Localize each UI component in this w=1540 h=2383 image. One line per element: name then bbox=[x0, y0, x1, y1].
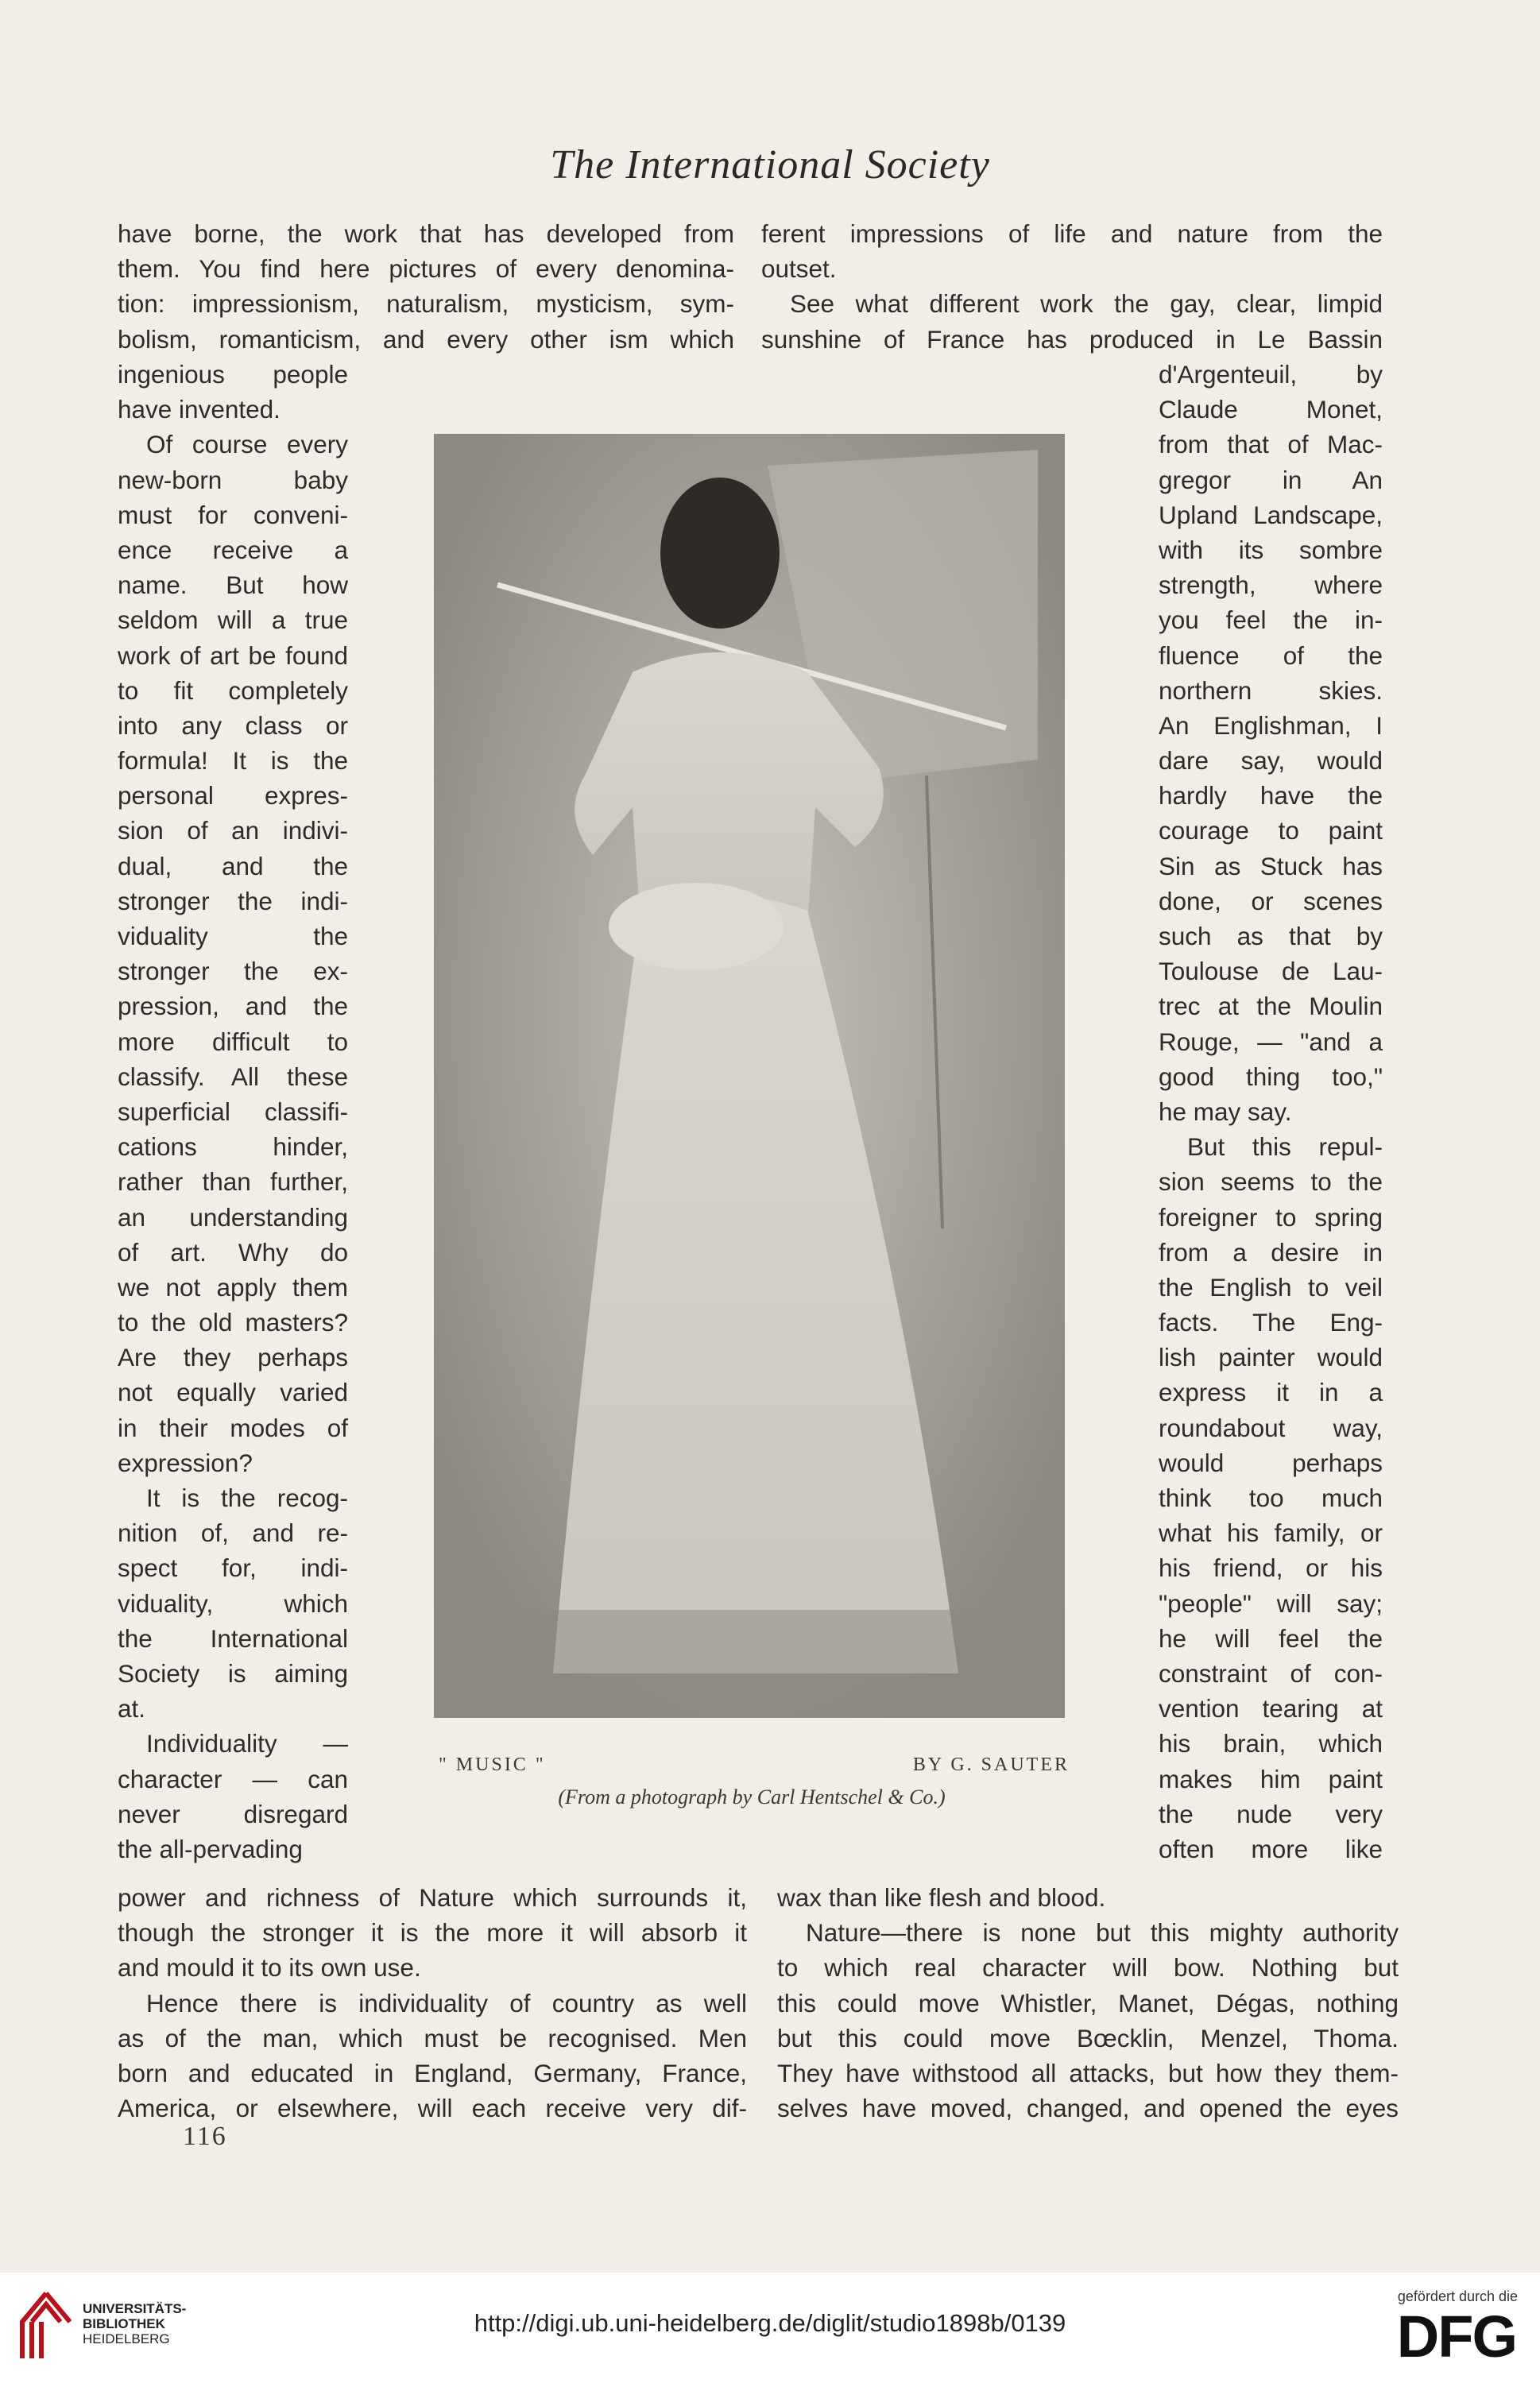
text-line: more difficult to bbox=[118, 1027, 348, 1056]
text-line: name. But how bbox=[118, 571, 348, 600]
text-line: them. You find here pictures of every denomina- bbox=[118, 254, 734, 284]
text-line: would perhaps bbox=[1159, 1448, 1383, 1477]
woman-playing-violin-illustration bbox=[434, 434, 1065, 1718]
text-line: never disregard bbox=[118, 1799, 348, 1828]
figure-caption bbox=[434, 1754, 1070, 1786]
text-line: Of course every bbox=[146, 430, 348, 459]
text-line: the International bbox=[118, 1623, 348, 1653]
text-line: nition of, and re- bbox=[118, 1518, 348, 1548]
text-line: cations hinder, bbox=[118, 1132, 348, 1162]
text-line: the all-pervading bbox=[118, 1834, 303, 1863]
text-line: Society is aiming bbox=[118, 1658, 348, 1688]
caption-credit: (From a photograph by Carl Hentschel & Co.) bbox=[558, 1785, 946, 1809]
text-line: wax than like flesh and blood. bbox=[777, 1883, 1106, 1912]
library-name-line1: UNIVERSITÄTS- bbox=[83, 2301, 187, 2316]
text-line: to fit completely bbox=[118, 675, 348, 705]
text-line: you feel the in- bbox=[1159, 605, 1383, 635]
text-line: to which real character will bow. Nothing but bbox=[777, 1953, 1399, 1983]
text-line: think too much bbox=[1159, 1484, 1383, 1512]
text-line: Upland Landscape, bbox=[1159, 500, 1383, 529]
text-line: tion: impressionism, naturalism, mysticism, sym- bbox=[118, 289, 734, 319]
text-line: vention tearing at bbox=[1159, 1694, 1383, 1723]
text-line: but this could move Bœcklin, Menzel, Thoma. bbox=[777, 2023, 1399, 2052]
text-line: Nature—there is none but this mighty authority bbox=[806, 1918, 1399, 1948]
text-line: such as that by bbox=[1159, 922, 1383, 950]
text-line: rather than further, bbox=[118, 1167, 348, 1197]
text-line: But this repul- bbox=[1187, 1132, 1383, 1162]
text-line: dual, and the bbox=[118, 851, 348, 880]
text-line: born and educated in England, Germany, France, bbox=[118, 2058, 747, 2087]
text-line: strength, where bbox=[1159, 571, 1383, 600]
text-line: have invented. bbox=[118, 395, 281, 424]
text-line: work of art be found bbox=[118, 640, 348, 670]
text-line: seldom will a true bbox=[118, 605, 348, 635]
text-line: the nude very bbox=[1159, 1799, 1383, 1828]
text-line: facts. The Eng- bbox=[1159, 1308, 1383, 1337]
viewer-footer bbox=[0, 2273, 1540, 2383]
text-line: stronger the indi- bbox=[118, 886, 348, 915]
text-line: in their modes of bbox=[118, 1413, 348, 1442]
text-line: stronger the ex- bbox=[118, 957, 348, 986]
page-number: 116 bbox=[183, 2122, 227, 2151]
caption-artist: BY G. SAUTER bbox=[912, 1754, 1070, 1775]
text-line: Are they perhaps bbox=[118, 1343, 348, 1372]
text-line: Sin as Stuck has bbox=[1159, 851, 1383, 880]
text-line: outset. bbox=[761, 254, 837, 284]
text-line: what his family, or bbox=[1159, 1518, 1383, 1548]
text-line: personal expres- bbox=[118, 781, 348, 810]
text-line: It is the recog- bbox=[146, 1484, 348, 1512]
text-line: and mould it to its own use. bbox=[118, 1953, 421, 1983]
text-line: express it in a bbox=[1159, 1378, 1383, 1407]
text-line: not equally varied bbox=[118, 1378, 348, 1407]
text-line: sunshine of France has produced in Le Bassin bbox=[761, 324, 1383, 354]
text-line: his brain, which bbox=[1159, 1729, 1383, 1758]
text-line: d'Argenteuil, by bbox=[1159, 360, 1383, 389]
text-line: his friend, or his bbox=[1159, 1553, 1383, 1583]
text-line: from a desire in bbox=[1159, 1237, 1383, 1267]
bottom-right-paragraph bbox=[777, 1880, 1399, 2126]
text-line: ence receive a bbox=[118, 535, 348, 564]
text-line: ingenious people bbox=[118, 360, 348, 389]
text-line: They have withstood all attacks, but how they them- bbox=[777, 2058, 1399, 2087]
text-line: into any class or bbox=[118, 710, 348, 740]
text-line: dare say, would bbox=[1159, 746, 1383, 776]
text-line: hardly have the bbox=[1159, 781, 1383, 810]
text-line: roundabout way, bbox=[1159, 1413, 1383, 1442]
figure-photograph bbox=[434, 434, 1065, 1718]
text-line: at. bbox=[118, 1694, 146, 1723]
text-line: though the stronger it is the more it will absorb it bbox=[118, 1918, 747, 1948]
text-line: superficial classifi- bbox=[118, 1097, 348, 1126]
right-narrow-column bbox=[1159, 357, 1383, 1867]
text-line: classify. All these bbox=[118, 1062, 348, 1091]
text-line: lish painter would bbox=[1159, 1343, 1383, 1372]
running-title: The International Society bbox=[550, 142, 990, 188]
text-line: courage to paint bbox=[1159, 816, 1383, 845]
dfg-logo[interactable]: DFG bbox=[1396, 2304, 1516, 2369]
text-line: often more like bbox=[1159, 1834, 1383, 1863]
bottom-left-paragraph bbox=[118, 1880, 747, 2126]
text-line: selves have moved, changed, and opened the eyes bbox=[777, 2094, 1399, 2123]
text-line: power and richness of Nature which surrounds it, bbox=[118, 1883, 747, 1912]
top-left-paragraph bbox=[118, 216, 734, 357]
text-line: An Englishman, I bbox=[1159, 710, 1383, 740]
text-line: expression? bbox=[118, 1448, 253, 1477]
text-line: formula! It is the bbox=[118, 746, 348, 776]
text-line: with its sombre bbox=[1159, 535, 1383, 564]
text-line: "people" will say; bbox=[1159, 1588, 1383, 1618]
text-line: northern skies. bbox=[1159, 675, 1383, 705]
text-line: he will feel the bbox=[1159, 1623, 1383, 1653]
text-line: Individuality — bbox=[146, 1729, 348, 1758]
text-line: we not apply them bbox=[118, 1272, 348, 1302]
text-line: sion of an indivi- bbox=[118, 816, 348, 845]
caption-title: " MUSIC " bbox=[439, 1754, 546, 1775]
text-line: ferent impressions of life and nature from the bbox=[761, 219, 1383, 248]
text-line: viduality, which bbox=[118, 1588, 348, 1618]
text-line: good thing too," bbox=[1159, 1062, 1383, 1091]
library-name-line2: BIBLIOTHEK bbox=[83, 2316, 165, 2331]
text-line: to the old masters? bbox=[118, 1308, 348, 1337]
text-line: makes him paint bbox=[1159, 1764, 1383, 1793]
text-line: bolism, romanticism, and every other ism which bbox=[118, 324, 734, 354]
text-line: pression, and the bbox=[118, 992, 348, 1021]
text-line: viduality the bbox=[118, 922, 348, 950]
text-line: an understanding bbox=[118, 1202, 348, 1232]
text-line: of art. Why do bbox=[118, 1237, 348, 1267]
text-line: Rouge, — "and a bbox=[1159, 1027, 1383, 1056]
text-line: foreigner to spring bbox=[1159, 1202, 1383, 1232]
funding-label: gefördert durch die bbox=[1397, 2288, 1518, 2304]
text-line: gregor in An bbox=[1159, 465, 1383, 494]
text-line: character — can bbox=[118, 1764, 348, 1793]
text-line: from that of Mac- bbox=[1159, 430, 1383, 459]
text-line: this could move Whistler, Manet, Dégas, nothing bbox=[777, 1988, 1399, 2017]
text-line: new-born baby bbox=[118, 465, 348, 494]
text-line: sion seems to the bbox=[1159, 1167, 1383, 1197]
text-line: the English to veil bbox=[1159, 1272, 1383, 1302]
top-right-paragraph bbox=[761, 216, 1383, 357]
text-line: must for conveni- bbox=[118, 500, 348, 529]
text-line: done, or scenes bbox=[1159, 886, 1383, 915]
permalink-url[interactable]: http://digi.ub.uni-heidelberg.de/diglit/studio1898b/0139 bbox=[474, 2309, 1066, 2337]
text-line: fluence of the bbox=[1159, 640, 1383, 670]
text-line: Toulouse de Lau- bbox=[1159, 957, 1383, 986]
library-name-line3: HEIDELBERG bbox=[83, 2331, 170, 2346]
text-line: as of the man, which must be recognised. Men bbox=[118, 2023, 747, 2052]
text-line: he may say. bbox=[1159, 1097, 1292, 1126]
text-line: have borne, the work that has developed from bbox=[118, 219, 734, 248]
text-line: Hence there is individuality of country as well bbox=[146, 1988, 747, 2017]
text-line: constraint of con- bbox=[1159, 1658, 1383, 1688]
left-narrow-column bbox=[118, 357, 348, 1867]
text-line: spect for, indi- bbox=[118, 1553, 348, 1583]
text-line: trec at the Moulin bbox=[1159, 992, 1383, 1021]
text-line: America, or elsewhere, will each receive very dif- bbox=[118, 2094, 747, 2123]
text-line: See what different work the gay, clear, limpid bbox=[790, 289, 1383, 319]
text-line: Claude Monet, bbox=[1159, 395, 1383, 424]
